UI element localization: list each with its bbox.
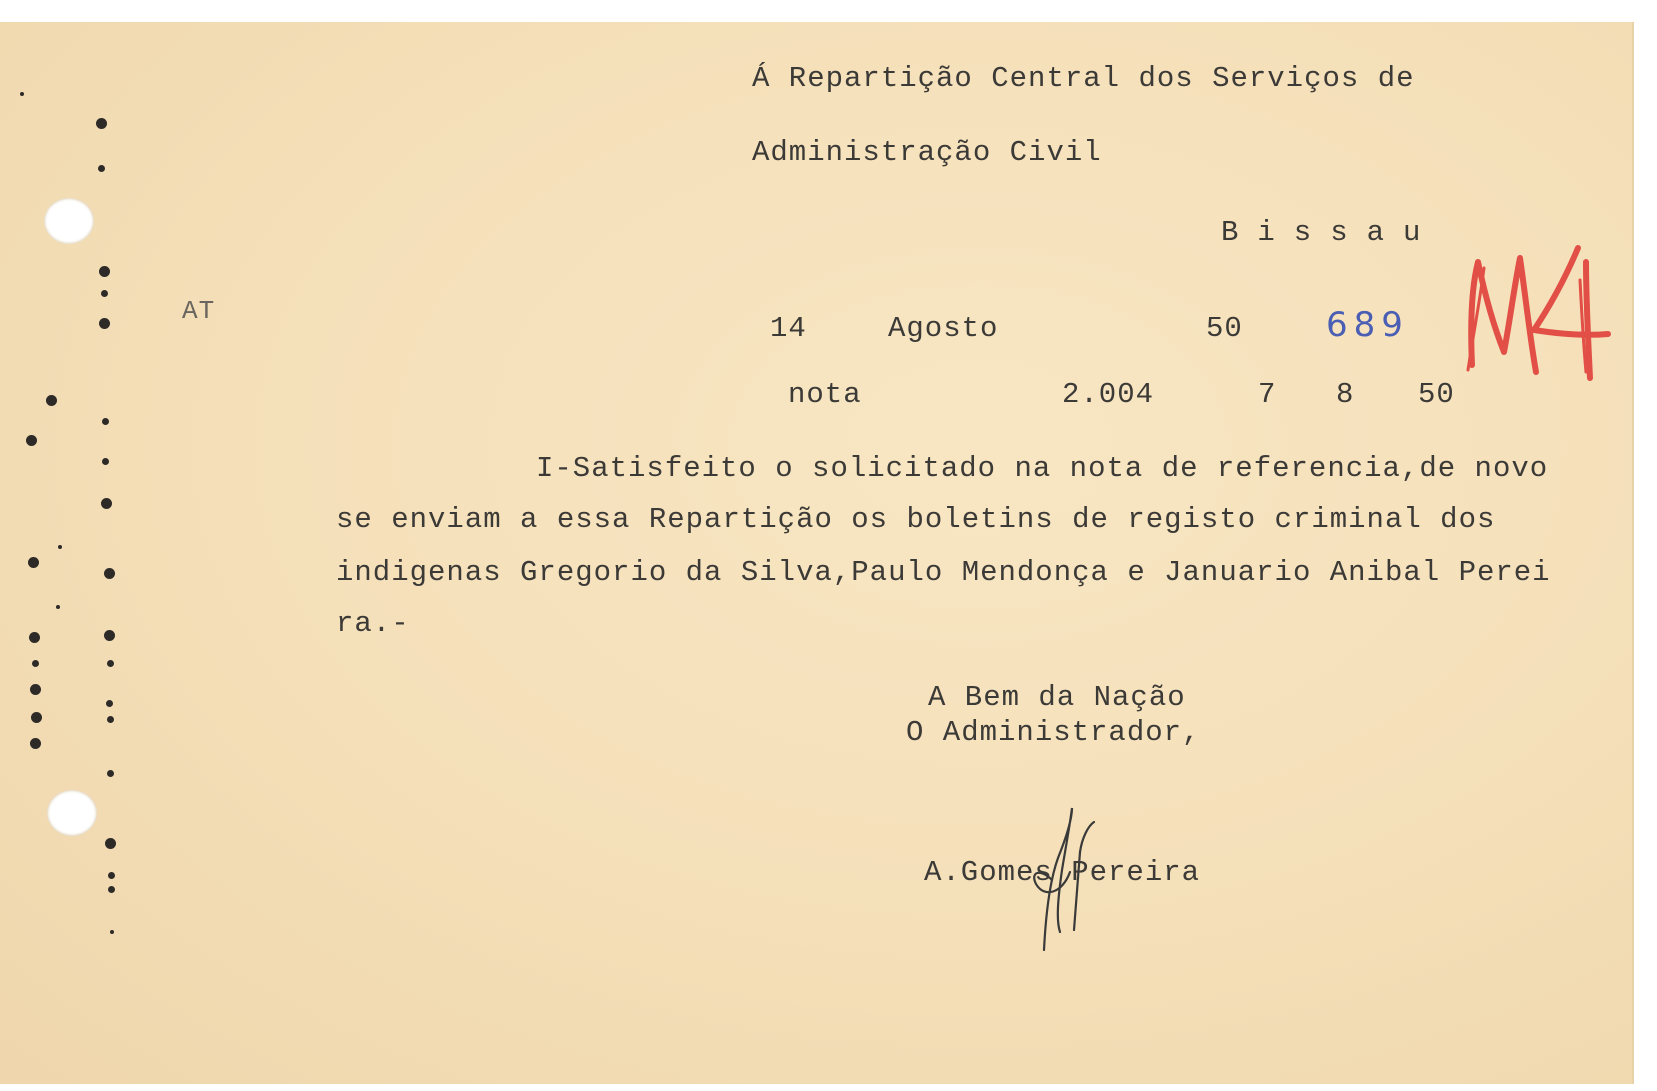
body-line-1: I-Satisfeito o solicitado na nota de referencia,de novo <box>536 452 1549 485</box>
body-line-2: se enviam a essa Repartição os boletins de registo criminal dos <box>336 503 1496 536</box>
closing-line-2: O Administrador, <box>906 716 1201 749</box>
signatory-name: A.Gomes Pereira <box>924 856 1201 889</box>
body-line-3: indigenas Gregorio da Silva,Paulo Mendonça e Januario Anibal Perei <box>336 556 1551 589</box>
closing-line-1: A Bem da Nação <box>928 681 1186 714</box>
red-pencil-mark <box>1468 248 1608 378</box>
reference-day: 7 <box>1258 378 1277 411</box>
margin-initials: AT <box>182 296 216 326</box>
date-year: 50 <box>1206 312 1243 345</box>
body-line-4: ra.- <box>336 607 410 640</box>
signature-scribble <box>1034 808 1094 950</box>
reference-number: 2.004 <box>1062 378 1155 411</box>
reference-year: 50 <box>1418 378 1455 411</box>
date-day: 14 <box>770 312 807 345</box>
recipient-line-1: Á Repartição Central dos Serviços de <box>752 62 1415 95</box>
date-month: Agosto <box>888 312 999 345</box>
reference-label: nota <box>788 378 862 411</box>
recipient-line-2: Administração Civil <box>752 136 1102 169</box>
handwritten-registry-number: 689 <box>1326 305 1409 345</box>
reference-month: 8 <box>1336 378 1355 411</box>
place-name: Bissau <box>1221 216 1440 249</box>
